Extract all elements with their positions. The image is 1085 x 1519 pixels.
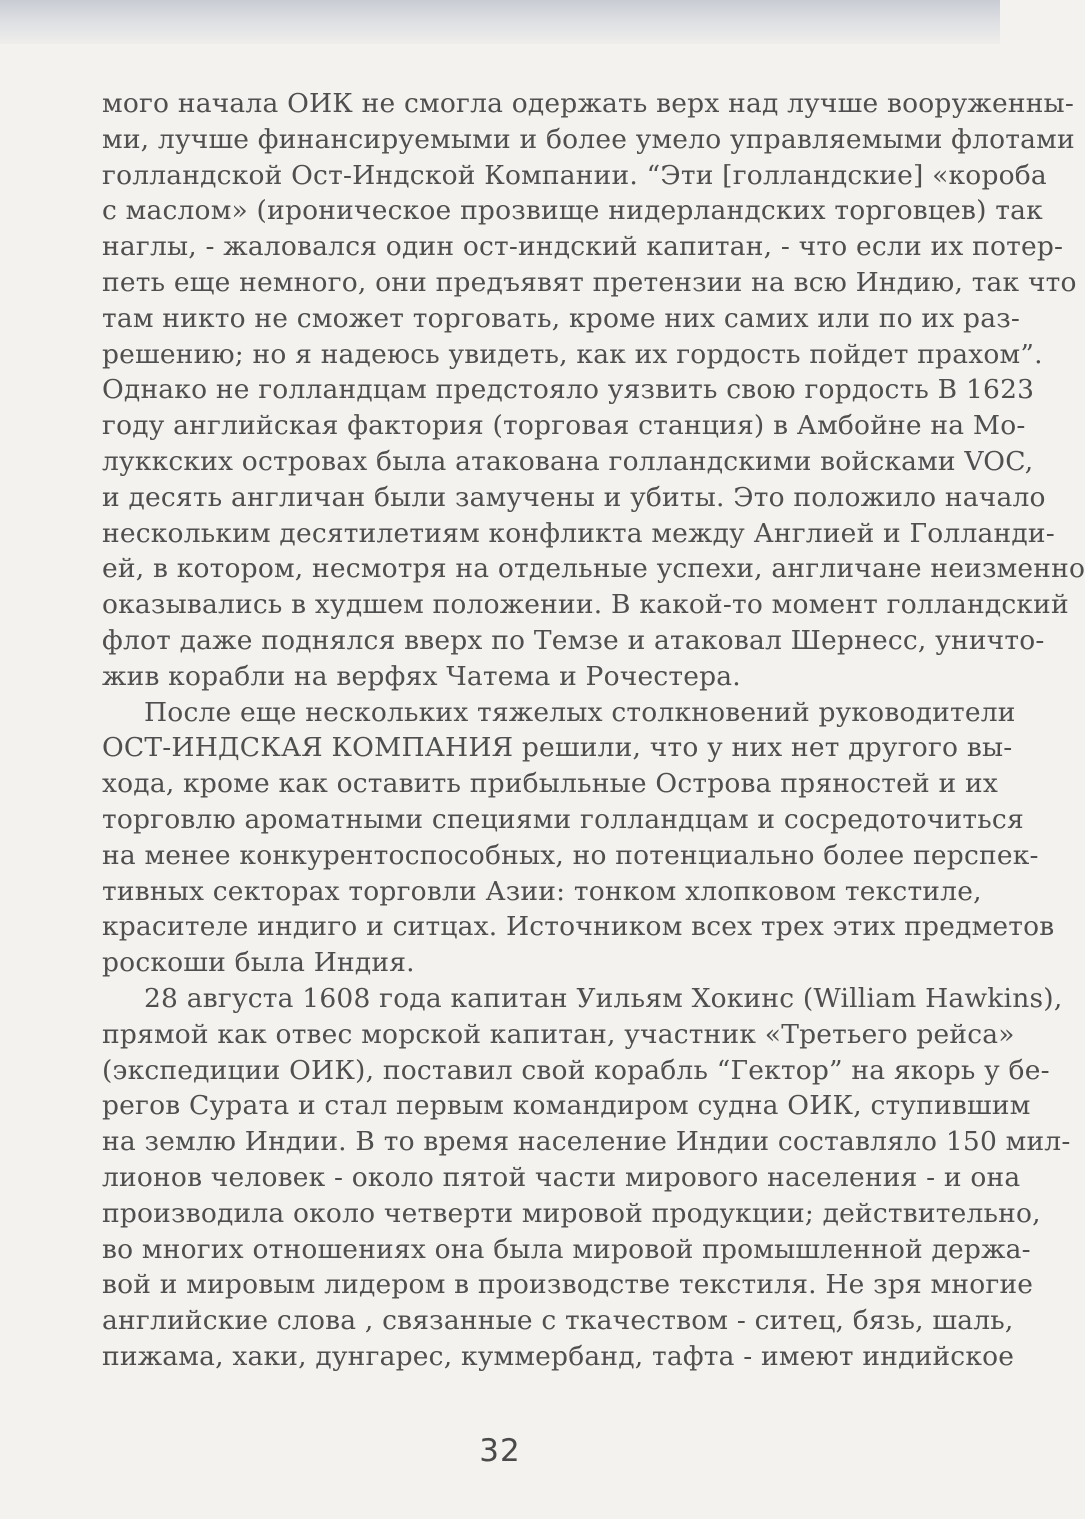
text-line: красителе индиго и ситцах. Источником всех трех этих предметов [102,911,1055,943]
text-line: флот даже поднялся вверх по Темзе и атаковал Шернесс, уничто- [102,624,1045,656]
text-line: После еще нескольких тяжелых столкновений руководители [144,696,1016,728]
text-line: 28 августа 1608 года капитан Уильям Хокинс (William Hawkins), [144,982,1063,1014]
text-line: с маслом» (ироническое прозвище нидерландских торговцев) так [102,195,1043,227]
text-line: решению; но я надеюсь увидеть, как их гордость пойдет прахом”. [102,338,1043,370]
text-line: Однако не голландцам предстояло уязвить свою гордость В 1623 [102,374,1035,406]
text-line: наглы, - жаловался один ост-индский капитан, - что если их потер- [102,231,1064,263]
text-line: жив корабли на верфях Чатема и Рочестера. [102,660,741,692]
text-line: петь еще немного, они предъявят претензии на всю Индию, так что [102,266,1077,298]
text-line: английские слова , связанные с ткачеством - ситец, бязь, шаль, [102,1305,1014,1337]
paragraph [102,981,1071,1375]
text-line: производила около четверти мировой продукции; действительно, [102,1197,1041,1229]
text-line: хода, кроме как оставить прибыльные Острова пряностей и их [102,768,999,800]
paragraph [102,86,1085,695]
text-line: голландской Ост-Индской Компании. “Эти [голландские] «короба [102,159,1047,191]
text-line: (экспедиции ОИК), поставил свой корабль “Гектор” на якорь у бе- [102,1054,1050,1086]
text-line: мого начала ОИК не смогла одержать верх над лучше вооруженны- [102,88,1074,119]
text-line: ми, лучше финансируемыми и более умело управляемыми флотами [102,123,1075,155]
text-line: во многих отношениях она была мировой промышленной держа- [102,1233,1031,1265]
text-line: луккских островах была атакована голландскими войсками VOC, [102,445,1034,477]
text-line: вой и мировым лидером в производстве текстиля. Не зря многие [102,1269,1034,1301]
text-line: пижама, хаки, дунгарес, куммербанд, тафта - имеют индийское [102,1340,1015,1372]
text-line: на менее конкурентоспособных, но потенциально более перспек- [102,839,1039,871]
text-line: лионов человек - около пятой части мирового населения - и она [102,1161,1021,1193]
body-text [102,86,1085,1375]
text-line: году английская фактория (торговая станция) в Амбойне на Мо- [102,410,1026,442]
text-line: ей, в котором, несмотря на отдельные успехи, англичане неизменно [102,553,1085,585]
text-line: на землю Индии. В то время население Индии составляло 150 мил- [102,1126,1071,1158]
text-line: тивных секторах торговли Азии: тонком хлопковом текстиле, [102,875,982,907]
text-line: ОСТ-ИНДСКАЯ КОМПАНИЯ решили, что у них нет другого вы- [102,732,1013,764]
text-line: роскоши была Индия. [102,947,415,979]
text-line: торговлю ароматными специями голландцам и сосредоточиться [102,803,1024,835]
text-line: и десять англичан были замучены и убиты. Это положило начало [102,481,1046,513]
text-line: нескольким десятилетиям конфликта между Англией и Голланди- [102,517,1055,549]
page-number: 32 [479,1433,521,1469]
text-line: оказывались в худшем положении. В какой-то момент голландский [102,589,1069,621]
paragraph [102,695,1055,981]
text-line: регов Сурата и стал первым командиром судна ОИК, ступившим [102,1090,1031,1122]
text-line: прямой как отвес морской капитан, участник «Третьего рейса» [102,1018,1015,1050]
text-line: там никто не сможет торговать, кроме них самих или по их раз- [102,302,1021,334]
